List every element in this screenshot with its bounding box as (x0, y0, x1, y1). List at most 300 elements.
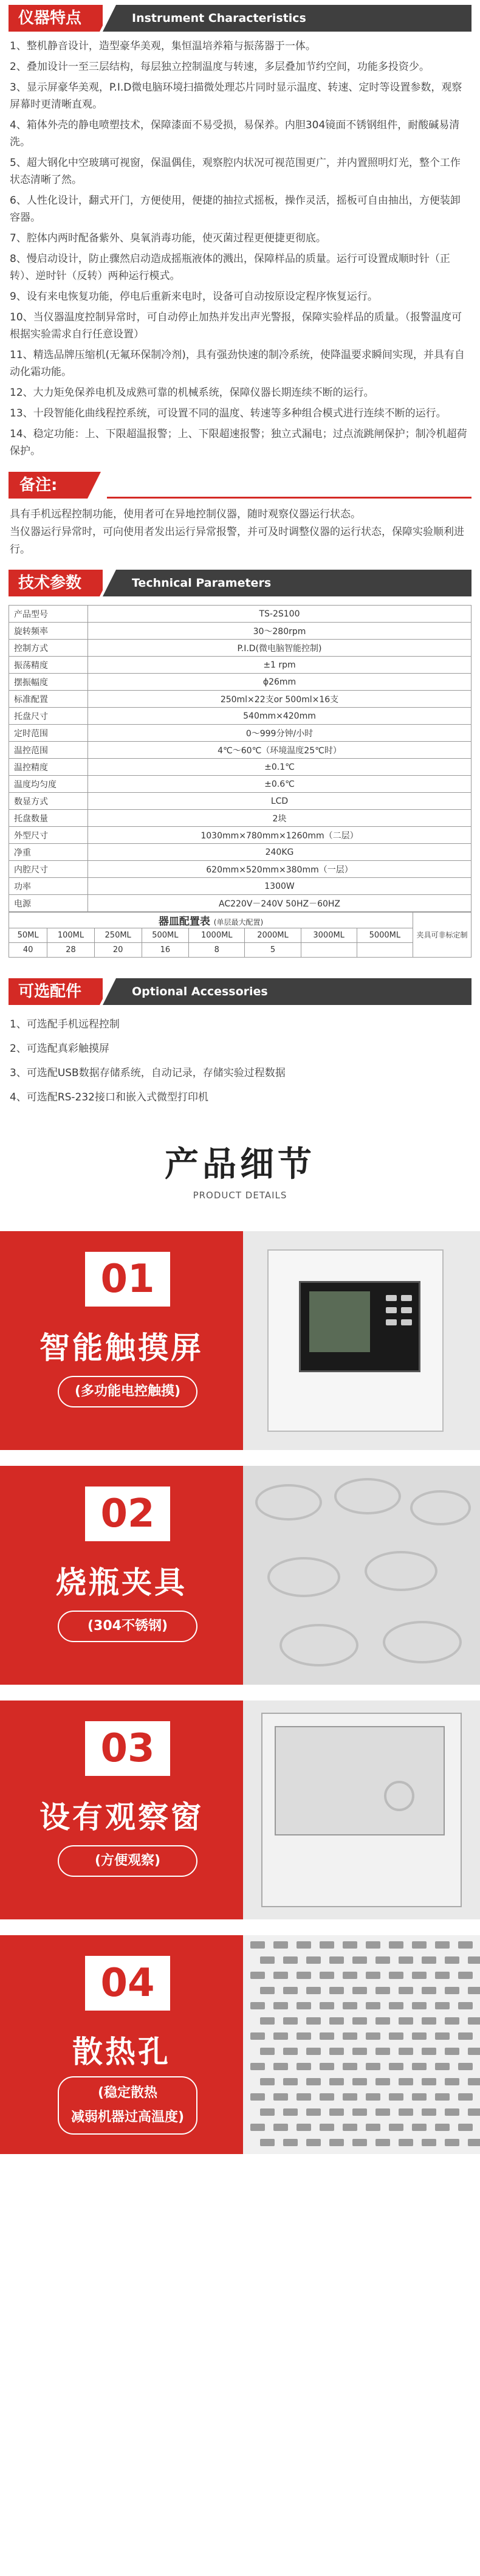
vent-hole-graphic (435, 2002, 450, 2009)
config-value-cell: 8 (189, 943, 245, 958)
spec-row (9, 725, 471, 742)
spec-key: 温控精度 (9, 759, 88, 776)
keypad-button-graphic (401, 1319, 412, 1325)
features-header-cn: 仪器特点 (9, 5, 100, 32)
config-table (9, 912, 471, 958)
note-line-1: 具有手机远程控制功能，使用者可在异地控制仪器，随时观察仪器运行状态。 (10, 508, 361, 520)
vent-hole-graphic (329, 1987, 344, 1994)
vent-hole-graphic (306, 2078, 321, 2085)
feature-item: 6、人性化设计，翻式开门，方便使用，便捷的抽拉式摇板，操作灵活，摇板可自由抽出，方便装卸容器。 (10, 195, 461, 224)
config-title: 器皿配置表 (158, 916, 210, 928)
detail-panel-flask-clamp (0, 1466, 480, 1685)
spec-value: ϕ26mm (88, 674, 471, 691)
vent-hole-graphic (260, 2078, 275, 2085)
vent-hole-graphic (343, 2063, 357, 2070)
spec-row (9, 827, 471, 844)
vent-hole-graphic (445, 2078, 459, 2085)
tech-header-cn: 技术参数 (9, 570, 100, 596)
spec-value: 620mm×520mm×380mm（一层） (88, 861, 471, 878)
config-header-cell: 500ML (142, 928, 189, 943)
spec-key: 净重 (9, 844, 88, 861)
feature-item: 11、精选品牌压缩机(无氟环保制冷剂)，具有强劲快速的制冷系统，使降温要求瞬间实现，并具有自动化霜功能。 (10, 349, 465, 378)
spec-value: P.I.D(微电脑智能控制) (88, 640, 471, 657)
vent-hole-graphic (329, 2017, 344, 2025)
spec-row (9, 810, 471, 827)
spec-row (9, 793, 471, 810)
vent-hole-graphic (329, 2078, 344, 2085)
panel-text-area (0, 1935, 243, 2154)
vent-hole-graphic (412, 2002, 427, 2009)
spec-value: 240KG (88, 844, 471, 861)
config-value-cell: 5 (245, 943, 301, 958)
vent-hole-graphic (435, 1941, 450, 1949)
vent-hole-graphic (435, 2124, 450, 2131)
keypad-button-graphic (401, 1295, 412, 1301)
vent-hole-graphic (352, 2048, 367, 2055)
spec-value: 540mm×420mm (88, 708, 471, 725)
config-value-cell: 20 (94, 943, 142, 958)
vent-hole-graphic (283, 2078, 298, 2085)
vent-hole-graphic (352, 2078, 367, 2085)
vent-hole-graphic (352, 2108, 367, 2116)
vent-hole-graphic (435, 2032, 450, 2040)
spec-row (9, 623, 471, 640)
panel-title: 烧瓶夹具 (56, 1565, 187, 1600)
spec-row (9, 691, 471, 708)
config-header-cell: 3000ML (301, 928, 357, 943)
spec-row (9, 606, 471, 623)
vent-hole-graphic (306, 1987, 321, 1994)
vent-hole-graphic (389, 1972, 403, 1979)
vent-hole-graphic (458, 2002, 473, 2009)
detail-panel-window (0, 1701, 480, 1919)
vent-hole-graphic (250, 1941, 265, 1949)
vent-hole-graphic (389, 1941, 403, 1949)
vent-hole-graphic (445, 1987, 459, 1994)
vent-grille-graphic (243, 1935, 480, 2154)
vent-hole-graphic (320, 2093, 334, 2101)
vent-hole-graphic (260, 2139, 275, 2146)
keypad-button-graphic (386, 1307, 397, 1313)
vent-hole-graphic (366, 2093, 380, 2101)
vent-hole-graphic (297, 2093, 311, 2101)
vent-hole-graphic (283, 2108, 298, 2116)
vent-hole-graphic (375, 2078, 390, 2085)
config-header-cell: 1000ML (189, 928, 245, 943)
vent-hole-graphic (273, 2093, 288, 2101)
vent-hole-graphic (399, 2108, 413, 2116)
spec-value: 4℃～60℃（环境温度25℃时） (88, 742, 471, 759)
feature-item: 4、箱体外壳的静电喷塑技术，保障漆面不易受损，易保养。内胆304镜面不锈钢组件，耐酸碱易清洗。 (10, 119, 460, 148)
vent-hole-graphic (343, 2093, 357, 2101)
vent-hole-graphic (297, 2032, 311, 2040)
vent-hole-graphic (320, 2124, 334, 2131)
panel-subtitle: (304不锈钢) (58, 1611, 197, 1642)
spec-row (9, 657, 471, 674)
details-title-en: PRODUCT DETAILS (193, 1190, 287, 1201)
vent-hole-graphic (366, 2032, 380, 2040)
vent-hole-graphic (375, 1987, 390, 1994)
spec-value: ±0.1℃ (88, 759, 471, 776)
vent-hole-graphic (375, 2108, 390, 2116)
vent-hole-graphic (375, 2139, 390, 2146)
detail-panel-vents (0, 1935, 480, 2154)
spec-key: 外型尺寸 (9, 827, 88, 844)
vent-hole-graphic (320, 2063, 334, 2070)
feature-item: 10、当仪器温度控制异常时，可自动停止加热并发出声光警报，保障实验样品的质量。（报警温度可根据实验需求自行任意设置） (10, 311, 462, 340)
vent-hole-graphic (320, 2032, 334, 2040)
config-title-cell (9, 913, 413, 928)
vent-hole-graphic (422, 2017, 436, 2025)
spec-key: 标准配置 (9, 691, 88, 708)
vent-hole-graphic (389, 2032, 403, 2040)
keypad-button-graphic (401, 1307, 412, 1313)
touchscreen-illustration (243, 1231, 480, 1450)
panel-title: 设有观察窗 (39, 1800, 204, 1835)
vent-hole-graphic (329, 2108, 344, 2116)
vent-hole-graphic (260, 2017, 275, 2025)
product-page (0, 5, 480, 2154)
spec-value: ±0.6℃ (88, 776, 471, 793)
spec-key: 定时范围 (9, 725, 88, 742)
vent-hole-graphic (389, 2124, 403, 2131)
vent-hole-graphic (320, 1972, 334, 1979)
vent-hole-graphic (297, 1941, 311, 1949)
optional-item: 1、可选配手机远程控制 (10, 1018, 120, 1031)
vent-hole-graphic (399, 2017, 413, 2025)
spec-row (9, 640, 471, 657)
vent-hole-graphic (297, 1972, 311, 1979)
config-header-cell: 250ML (94, 928, 142, 943)
details-title-cn: 产品细节 (165, 1145, 315, 1184)
vent-hole-graphic (445, 2048, 459, 2055)
vent-hole-graphic (399, 2048, 413, 2055)
vent-hole-graphic (283, 2048, 298, 2055)
vent-hole-graphic (283, 2139, 298, 2146)
feature-item: 9、设有来电恢复功能，停电后重新来电时，设备可自动按原设定程序恢复运行。 (10, 291, 378, 303)
spec-row (9, 759, 471, 776)
config-header-cell: 5000ML (357, 928, 413, 943)
vent-hole-graphic (329, 2048, 344, 2055)
clamp-ring-graphic (410, 1490, 471, 1525)
details-title (0, 1138, 480, 1201)
vent-hole-graphic (366, 2124, 380, 2131)
vent-hole-graphic (435, 1972, 450, 1979)
panel-number: 02 (85, 1487, 170, 1541)
vent-hole-graphic (273, 2124, 288, 2131)
spec-key: 产品型号 (9, 606, 88, 623)
vent-hole-graphic (250, 2032, 265, 2040)
config-tail: 夹具可非标定制 (413, 913, 471, 958)
spec-row (9, 776, 471, 793)
spec-key: 托盘数量 (9, 810, 88, 827)
vent-hole-graphic (422, 2108, 436, 2116)
optional-header-cn: 可选配件 (9, 978, 100, 1005)
vent-hole-graphic (283, 2017, 298, 2025)
panel-text-area (0, 1466, 243, 1685)
panel-text-area (0, 1701, 243, 1919)
vent-hole-graphic (343, 2124, 357, 2131)
panel-subtitle (58, 2076, 197, 2135)
clamp-ring-graphic (255, 1484, 322, 1521)
vent-hole-graphic (468, 1956, 480, 1964)
keypad-button-graphic (386, 1295, 397, 1301)
spec-row (9, 742, 471, 759)
optional-item: 2、可选配真彩触摸屏 (10, 1043, 109, 1055)
control-panel-graphic (267, 1249, 444, 1432)
panel-number: 04 (85, 1956, 170, 2011)
feature-item: 13、十段智能化曲线程控系统，可设置不同的温度、转速等多种组合模式进行连续不断的运行。 (10, 407, 447, 420)
vent-hole-graphic (273, 2063, 288, 2070)
panel-subtitle-line-2: 减弱机器过高温度) (70, 2110, 185, 2125)
features-list (0, 32, 480, 460)
vent-hole-graphic (375, 2017, 390, 2025)
clamp-ring-graphic (267, 1557, 340, 1597)
vent-hole-graphic (458, 2093, 473, 2101)
vent-hole-graphic (297, 2063, 311, 2070)
feature-item: 14、稳定功能：上、下限超温报警；上、下限超速报警；独立式漏电；过点流跳闸保护；制冷机超荷保护。 (10, 428, 467, 457)
spec-key: 数显方式 (9, 793, 88, 810)
panel-number: 01 (85, 1252, 170, 1307)
tech-header (9, 570, 471, 596)
vent-hole-graphic (260, 1987, 275, 1994)
config-header-cell: 50ML (9, 928, 47, 943)
spec-row (9, 878, 471, 895)
vent-hole-graphic (343, 2002, 357, 2009)
config-header-cell: 2000ML (245, 928, 301, 943)
vent-hole-graphic (297, 2002, 311, 2009)
spec-key: 电源 (9, 895, 88, 912)
vent-hole-graphic (468, 2108, 480, 2116)
vent-hole-graphic (445, 2139, 459, 2146)
vent-hole-graphic (375, 1956, 390, 1964)
feature-item: 2、叠加设计一至三层结构，每层独立控制温度与转速，多层叠加节约空间，功能多投资少。 (10, 61, 430, 73)
vent-hole-graphic (352, 1956, 367, 1964)
vent-hole-graphic (306, 2017, 321, 2025)
vent-hole-graphic (412, 1972, 427, 1979)
vent-hole-graphic (435, 2063, 450, 2070)
flask-graphic (384, 1781, 414, 1811)
config-value-cell (357, 943, 413, 958)
vent-hole-graphic (468, 2078, 480, 2085)
spec-key: 温控范围 (9, 742, 88, 759)
vent-hole-graphic (352, 2017, 367, 2025)
vent-hole-graphic (352, 2139, 367, 2146)
vent-hole-graphic (366, 2063, 380, 2070)
spec-value: 2块 (88, 810, 471, 827)
vent-hole-graphic (399, 1956, 413, 1964)
note-title: 备注: (9, 472, 87, 499)
vent-hole-graphic (352, 1987, 367, 1994)
vent-hole-graphic (320, 2002, 334, 2009)
panel-title: 散热孔 (72, 2034, 171, 2070)
vent-hole-graphic (468, 2048, 480, 2055)
vent-hole-graphic (366, 1972, 380, 1979)
optional-header-en: Optional Accessories (103, 978, 471, 1005)
features-header (9, 5, 471, 32)
vent-hole-graphic (389, 2093, 403, 2101)
vent-hole-graphic (458, 2032, 473, 2040)
spec-value: 1300W (88, 878, 471, 895)
vent-hole-graphic (458, 1972, 473, 1979)
spec-key: 功率 (9, 878, 88, 895)
feature-item: 12、大力矩免保养电机及成熟可靠的机械系统，保障仪器长期连续不断的运行。 (10, 387, 374, 399)
feature-item: 5、超大钢化中空玻璃可视窗，保温偶佳，观察腔内状况可视范围更广，并内置照明灯光，整个工作状态清晰了然。 (10, 157, 461, 186)
panel-text-area (0, 1231, 243, 1450)
vent-hole-graphic (320, 1941, 334, 1949)
vent-hole-graphic (412, 2093, 427, 2101)
clamp-ring-graphic (334, 1478, 401, 1514)
keypad-button-graphic (386, 1319, 397, 1325)
vent-hole-graphic (399, 2139, 413, 2146)
spec-row (9, 674, 471, 691)
vent-hole-graphic (343, 2032, 357, 2040)
vent-hole-graphic (468, 2139, 480, 2146)
vent-hole-graphic (306, 1956, 321, 1964)
note-divider (107, 497, 471, 499)
clamp-ring-graphic (365, 1551, 437, 1591)
note-line-2: 当仪器运行异常时，可向使用者发出运行异常报警，并可及时调整仪器的运行状态，保障实验顺利进行。 (10, 526, 464, 556)
panel-subtitle: (多功能电控触摸) (58, 1376, 197, 1407)
spec-value: TS-2S100 (88, 606, 471, 623)
vent-hole-graphic (412, 2063, 427, 2070)
vent-hole-graphic (412, 1941, 427, 1949)
config-header-cell: 100ML (47, 928, 95, 943)
spec-value: AC220V－240V 50HZ－60HZ (88, 895, 471, 912)
vent-hole-graphic (458, 1941, 473, 1949)
vent-hole-graphic (306, 2048, 321, 2055)
vent-hole-graphic (273, 1972, 288, 1979)
vent-hole-graphic (412, 2124, 427, 2131)
vent-hole-graphic (445, 2108, 459, 2116)
panel-number: 03 (85, 1721, 170, 1776)
spec-value: 0～999分钟/小时 (88, 725, 471, 742)
cabinet-graphic (261, 1713, 462, 1907)
config-sub: (单层最大配置) (213, 918, 264, 927)
panel-subtitle-line-1: (稳定散热 (97, 2085, 158, 2101)
spec-key: 旋转频率 (9, 623, 88, 640)
vent-hole-graphic (250, 2124, 265, 2131)
spec-value: 30～280rpm (88, 623, 471, 640)
vent-hole-graphic (283, 1956, 298, 1964)
spec-key: 控制方式 (9, 640, 88, 657)
note-header (9, 472, 471, 499)
tech-header-en: Technical Parameters (103, 570, 471, 596)
vent-hole-graphic (260, 2108, 275, 2116)
feature-item: 3、显示屏豪华美观，P.I.D微电脑环境扫描微处理芯片同时显示温度、转速、定时等设置参数，观察屏幕时更清晰直观。 (10, 81, 462, 111)
config-value-cell: 28 (47, 943, 95, 958)
vent-hole-graphic (422, 1956, 436, 1964)
config-value-cell (301, 943, 357, 958)
vent-hole-graphic (412, 2032, 427, 2040)
lcd-screen-graphic (299, 1281, 420, 1372)
spec-value: 1030mm×780mm×1260mm（二层） (88, 827, 471, 844)
optional-item: 4、可选配RS-232接口和嵌入式微型打印机 (10, 1091, 209, 1103)
spec-key: 内腔尺寸 (9, 861, 88, 878)
feature-item: 8、慢启动设计，防止骤然启动造成摇瓶液体的溅出，保障样品的质量。运行可设置成顺时针（正转）、逆时针（反转）两种运行模式。 (10, 253, 450, 282)
observation-window-graphic (275, 1726, 445, 1835)
clamp-ring-graphic (279, 1624, 358, 1666)
panel-subtitle: (方便观察) (58, 1845, 197, 1877)
vent-hole-graphic (389, 2063, 403, 2070)
vent-hole-graphic (283, 1987, 298, 1994)
spec-key: 温度均匀度 (9, 776, 88, 793)
vent-hole-graphic (389, 2002, 403, 2009)
spec-row (9, 895, 471, 912)
vent-hole-graphic (260, 1956, 275, 1964)
config-value-cell: 40 (9, 943, 47, 958)
vent-hole-graphic (306, 2108, 321, 2116)
spec-key: 振荡精度 (9, 657, 88, 674)
vent-hole-graphic (375, 2048, 390, 2055)
vent-hole-graphic (329, 2139, 344, 2146)
vent-hole-graphic (366, 1941, 380, 1949)
vent-hole-graphic (399, 1987, 413, 1994)
spec-row (9, 861, 471, 878)
vent-hole-graphic (422, 2048, 436, 2055)
vent-hole-graphic (366, 2002, 380, 2009)
vent-hole-graphic (306, 2139, 321, 2146)
feature-item: 7、腔体内两时配备紫外、臭氧消毒功能，使灭菌过程更便捷更彻底。 (10, 232, 326, 244)
vent-hole-graphic (445, 1956, 459, 1964)
spec-table (9, 605, 471, 912)
spec-value: ±1 rpm (88, 657, 471, 674)
vent-hole-graphic (422, 1987, 436, 1994)
features-header-en: Instrument Characteristics (103, 5, 471, 32)
optional-header (9, 978, 471, 1005)
vent-hole-graphic (260, 2048, 275, 2055)
detail-panel-touchscreen (0, 1231, 480, 1450)
clamp-ring-graphic (383, 1621, 462, 1663)
vent-hole-graphic (422, 2139, 436, 2146)
config-value-cell: 16 (142, 943, 189, 958)
optional-item: 3、可选配USB数据存储系统，自动记录，存储实验过程数据 (10, 1067, 286, 1079)
spec-row (9, 708, 471, 725)
spec-row (9, 844, 471, 861)
vent-hole-graphic (250, 1972, 265, 1979)
vent-hole-graphic (343, 1941, 357, 1949)
spec-key: 摆振幅度 (9, 674, 88, 691)
vent-hole-graphic (273, 2002, 288, 2009)
vent-hole-graphic (273, 2032, 288, 2040)
vent-hole-graphic (250, 2093, 265, 2101)
spec-value: 250ml×22支or 500ml×16支 (88, 691, 471, 708)
vent-hole-graphic (297, 2124, 311, 2131)
vent-hole-graphic (458, 2063, 473, 2070)
vent-hole-graphic (422, 2078, 436, 2085)
window-illustration (243, 1701, 480, 1919)
note-body (0, 499, 480, 559)
vent-hole-graphic (435, 2093, 450, 2101)
feature-item: 1、整机静音设计，造型豪华美观，集恒温培养箱与振荡器于一体。 (10, 40, 316, 52)
vent-hole-graphic (458, 2124, 473, 2131)
vent-hole-graphic (250, 2063, 265, 2070)
optional-list (0, 1005, 480, 1110)
spec-key: 托盘尺寸 (9, 708, 88, 725)
flask-clamp-illustration (243, 1466, 480, 1685)
vent-illustration (243, 1935, 480, 2154)
vent-hole-graphic (399, 2078, 413, 2085)
lcd-display-graphic (309, 1291, 370, 1352)
vent-hole-graphic (445, 2017, 459, 2025)
vent-hole-graphic (468, 1987, 480, 1994)
vent-hole-graphic (343, 1972, 357, 1979)
panel-title: 智能触摸屏 (39, 1330, 204, 1366)
vent-hole-graphic (468, 2017, 480, 2025)
spec-value: LCD (88, 793, 471, 810)
vent-hole-graphic (273, 1941, 288, 1949)
vent-hole-graphic (329, 1956, 344, 1964)
